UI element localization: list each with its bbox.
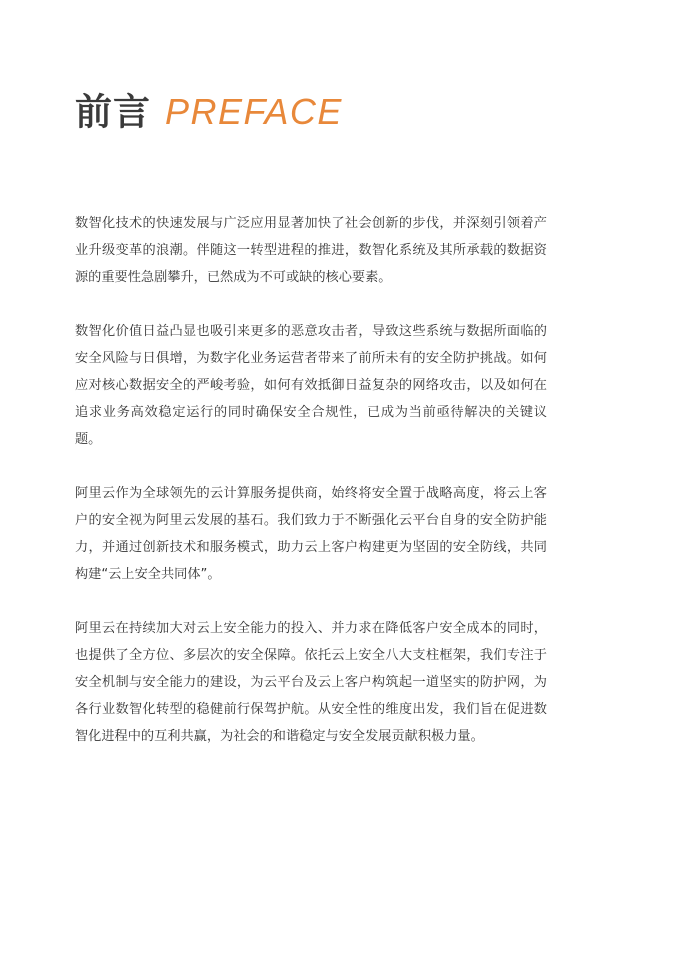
title-english: PREFACE [165,91,343,133]
paragraph-2: 数智化价值日益凸显也吸引来更多的恶意攻击者，导致这些系统与数据所面临的安全风险与日俱增，为数字化业务运营者带来了前所未有的安全防护挑战。如何应对核心数据安全的严峻考验，如何有效抵御日益复杂的网络攻击，以及如何在追求业务高效稳定运行的同时确保安全合规性，已成为当前亟待解决的关键议题。 [75,324,547,447]
paragraph-3: 阿里云作为全球领先的云计算服务提供商，始终将安全置于战略高度，将云上客户的安全视为阿里云发展的基石。我们致力于不断强化云平台自身的安全防护能力，并通过创新技术和服务模式，助力云上客户构建更为坚固的安全防线，共同构建“云上安全共同体”。 [75,486,547,582]
title-chinese: 前言 [75,90,151,134]
page-title [75,90,343,134]
paragraph-1: 数智化技术的快速发展与广泛应用显著加快了社会创新的步伐，并深刻引领着产业升级变革的浪潮。伴随这一转型进程的推进，数智化系统及其所承载的数据资源的重要性急剧攀升，已然成为不可或缺的核心要素。 [75,216,547,285]
preface-body [75,210,547,777]
paragraph-4: 阿里云在持续加大对云上安全能力的投入、并力求在降低客户安全成本的同时，也提供了全方位、多层次的安全保障。依托云上安全八大支柱框架，我们专注于安全机制与安全能力的建设，为云平台及云上客户构筑起一道坚实的防护网，为各行业数智化转型的稳健前行保驾护航。从安全性的维度出发，我们旨在促进数智化进程中的互利共赢，为社会的和谐稳定与安全发展贡献积极力量。 [75,621,547,744]
